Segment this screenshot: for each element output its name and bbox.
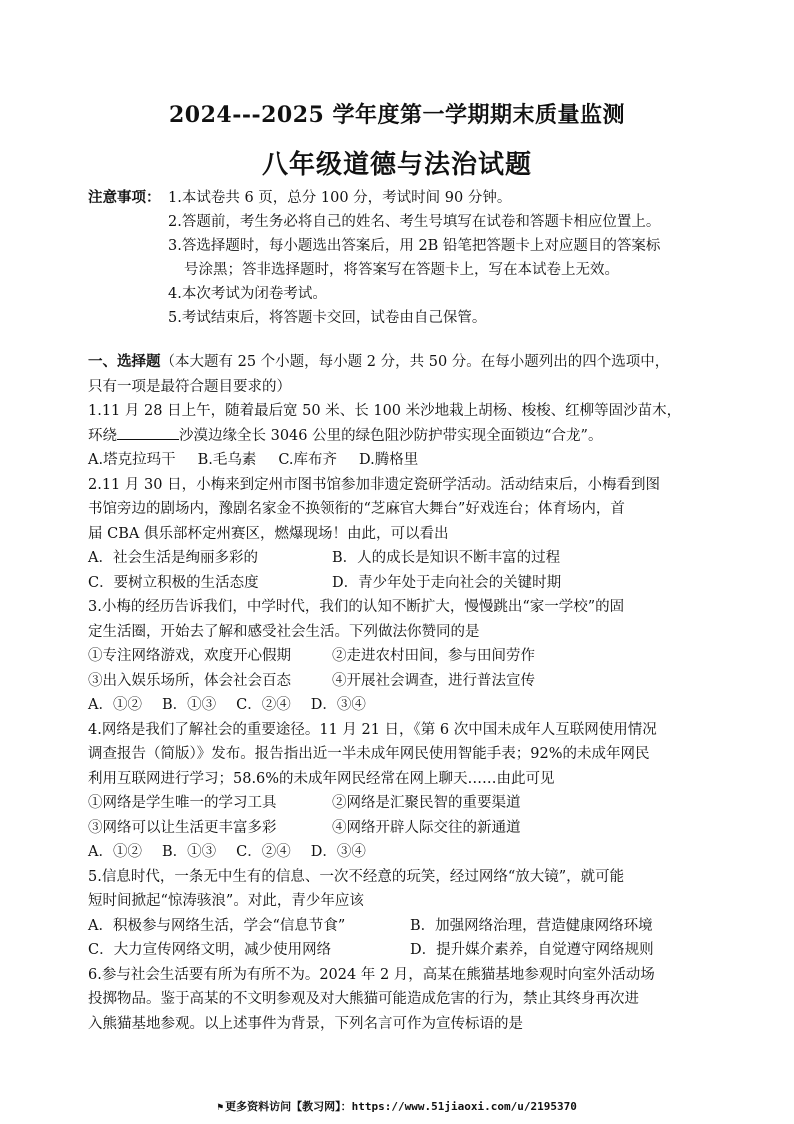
q6-line-3: 入熊猫基地参观。以上述事件为背景，下列名言可作为宣传标语的是 bbox=[88, 1015, 523, 1032]
q3-option-d: D．③④ bbox=[310, 697, 366, 713]
note-item-3-cont-text: 号涂黑；答非选择题时，将答案写在答题卡上，写在本试卷上无效。 bbox=[184, 262, 619, 278]
fill-blank bbox=[117, 425, 179, 440]
q5-options-cd bbox=[88, 938, 708, 963]
q4-statement-3: ③网络可以让生活更丰富多彩 bbox=[88, 819, 277, 836]
q3-line-2: 定生活圈，开始去了解和感受社会生活。下列做法你赞同的是 bbox=[88, 623, 480, 640]
section-title: 一、选择题 bbox=[88, 353, 161, 370]
notes-label: 注意事项： bbox=[88, 189, 161, 206]
q4-statements-34 bbox=[88, 816, 708, 841]
q2-line-3: 届 CBA 俱乐部杯定州赛区，燃爆现场！由此，可以看出 bbox=[88, 525, 449, 542]
q3-options bbox=[88, 693, 708, 718]
q5-option-d: D．提升媒介素养，自觉遵守网络规则 bbox=[410, 942, 654, 958]
q1-line-2-pre: 环绕 bbox=[88, 427, 117, 444]
q5-option-c: C．大力宣传网络文明，减少使用网络 bbox=[88, 942, 332, 958]
q2-line-1: 2.11 月 30 日，小梅来到定州市图书馆参加非遗定瓷研学活动。活动结束后，小梅看到图 bbox=[88, 476, 661, 493]
q4-statement-1: ①网络是学生唯一的学习工具 bbox=[88, 795, 277, 811]
section-desc-2: 只有一项是最符合题目要求的） bbox=[88, 378, 291, 395]
q1-option-d: D.腾格里 bbox=[359, 452, 419, 468]
section-desc-1: （本大题有 25 个小题，每小题 2 分，共 50 分。在每小题列出的四个选项中， bbox=[160, 354, 670, 370]
q1-line-1: 1.11 月 28 日上午，随着最后宽 50 米、长 100 米沙地栽上胡杨、梭梭、红柳等固沙苗木， bbox=[88, 403, 682, 419]
q4-line-3: 利用互联网进行学习；58.6%的未成年网民经常在网上聊天……由此可见 bbox=[88, 770, 555, 787]
notes-block bbox=[88, 186, 728, 330]
footer bbox=[0, 1098, 794, 1114]
q3-option-c: C．②④ bbox=[236, 697, 291, 713]
q2-option-d: D．青少年处于走向社会的关键时期 bbox=[332, 574, 562, 591]
question-content bbox=[88, 350, 708, 1036]
q5-option-b: B．加强网络治理，营造健康网络环境 bbox=[410, 917, 653, 934]
q4-option-a: A．①② bbox=[88, 844, 142, 860]
note-item-1: 1.本试卷共 6 页，总分 100 分，考试时间 90 分钟。 bbox=[168, 190, 512, 206]
q4-statements-12 bbox=[88, 791, 708, 816]
note-item-3-cont bbox=[168, 258, 728, 282]
q3-option-b: B．①③ bbox=[161, 697, 217, 713]
q3-statement-1: ①专注网络游戏，欢度开心假期 bbox=[88, 648, 291, 664]
q3-statements-12 bbox=[88, 644, 708, 669]
q4-option-b: B．①③ bbox=[161, 844, 217, 860]
q1-option-b: B.毛乌素 bbox=[197, 452, 257, 468]
q3-statements-34 bbox=[88, 669, 708, 694]
exam-title: 2024---2025 学年度第一学期期末质量监测 bbox=[168, 102, 625, 128]
q3-statement-2: ②走进农村田间，参与田间劳作 bbox=[332, 648, 535, 664]
q4-statement-2: ②网络是汇聚民智的重要渠道 bbox=[332, 795, 521, 811]
q1-option-c: C.库布齐 bbox=[278, 452, 338, 468]
note-item-5: 5.考试结束后，将答题卡交回，试卷由自己保管。 bbox=[168, 310, 487, 326]
exam-subtitle: 八年级道德与法治试题 bbox=[261, 150, 532, 180]
note-item-4: 4.本次考试为闭卷考试。 bbox=[168, 286, 327, 302]
q4-options bbox=[88, 840, 708, 865]
q5-line-1: 5.信息时代，一条无中生有的信息、一次不经意的玩笑，经过网络“放大镜”，就可能 bbox=[88, 868, 625, 885]
q2-option-c: C．要树立积极的生活态度 bbox=[88, 574, 259, 591]
q5-options-ab bbox=[88, 914, 708, 939]
q4-statement-4: ④网络开辟人际交往的新通道 bbox=[332, 819, 521, 836]
q4-line-2: 调查报告（简版）》发布。报告指出近一半未成年网民使用智能手表；92%的未成年网民 bbox=[88, 746, 650, 762]
q3-statement-4: ④开展社会调查，进行普法宣传 bbox=[332, 672, 535, 689]
flag-icon: ⚑ bbox=[217, 1102, 224, 1113]
q6-line-1: 6.参与社会生活要有所为有所不为。2024 年 2 月，高某在熊猫基地参观时向室外活动场 bbox=[88, 966, 655, 983]
section-header bbox=[88, 350, 708, 375]
q2-option-a: A．社会生活是绚丽多彩的 bbox=[88, 550, 258, 566]
q2-options-ab bbox=[88, 546, 708, 571]
q5-option-a: A．积极参与网络生活，学会“信息节食” bbox=[88, 917, 346, 934]
footer-link[interactable]: 更多资料访问【教习网】：https://www.51jiaoxi.com/u/2195370 bbox=[225, 1100, 577, 1113]
q1-line-2 bbox=[88, 424, 708, 449]
q2-option-b: B．人的成长是知识不断丰富的过程 bbox=[332, 550, 561, 566]
q4-option-d: D．③④ bbox=[310, 844, 366, 860]
q1-line-2-post: 沙漠边缘全长 3046 公里的绿色阻沙防护带实现全面锁边“合龙”。 bbox=[179, 427, 603, 444]
q1-options bbox=[88, 448, 708, 473]
note-item-3: 3.答选择题时，每小题选出答案后，用 2B 铅笔把答题卡上对应题目的答案标 bbox=[168, 238, 661, 254]
q3-option-a: A．①② bbox=[88, 697, 142, 713]
q1-option-a: A.塔克拉玛干 bbox=[88, 452, 176, 468]
q2-line-2: 书馆旁边的剧场内，豫剧名家金不换领衔的“芝麻官大舞台”好戏连台；体育场内，首 bbox=[88, 501, 625, 517]
q4-option-c: C．②④ bbox=[236, 844, 291, 860]
q3-line-1: 3.小梅的经历告诉我们，中学时代，我们的认知不断扩大，慢慢跳出“家一学校”的固 bbox=[88, 599, 625, 615]
q5-line-2: 短时间掀起“惊涛骇浪”。对此，青少年应该 bbox=[88, 893, 364, 909]
q4-line-1: 4.网络是我们了解社会的重要途径。11 月 21 日，《第 6 次中国未成年人互联网使用情况 bbox=[88, 721, 657, 738]
q3-statement-3: ③出入娱乐场所，体会社会百态 bbox=[88, 672, 291, 689]
note-item-2: 2.答题前，考生务必将自己的姓名、考生号填写在试卷和答题卡相应位置上。 bbox=[168, 214, 661, 230]
q6-line-2: 投掷物品。鉴于高某的不文明参观及对大熊猫可能造成危害的行为，禁止其终身再次进 bbox=[88, 991, 639, 1007]
q2-options-cd bbox=[88, 571, 708, 596]
